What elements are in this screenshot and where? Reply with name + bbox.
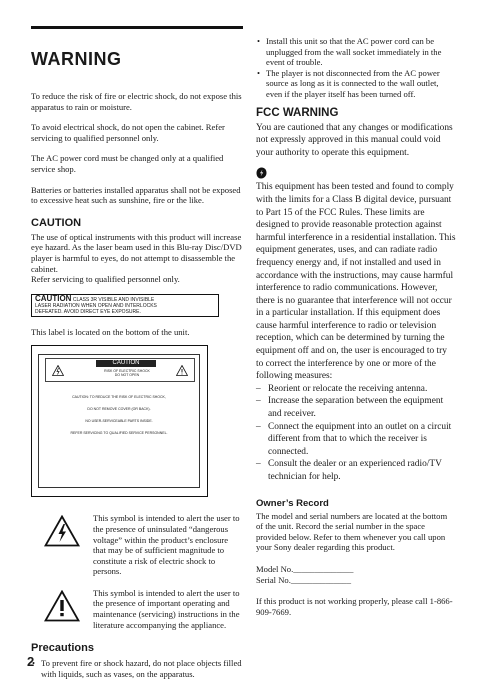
exclamation-warning-icon	[176, 365, 188, 376]
measure-item: – Reorient or relocate the receiving antenna.	[256, 383, 456, 396]
label-location-text: This label is located on the bottom of the unit.	[31, 326, 190, 337]
owners-record-heading: Owner’s Record	[256, 497, 329, 509]
laser-caution-word: CAUTION	[35, 293, 72, 303]
precautions-heading: Precautions	[31, 642, 94, 655]
precautions-list	[31, 658, 243, 679]
warning-paragraph: To avoid electrical shock, do not open the cabinet. Refer servicing to qualified personnel only.	[31, 122, 225, 143]
install-bullet: • Install this unit so that the AC power cord can be unplugged from the wall socket immediately in the event of trouble.	[256, 36, 456, 68]
install-bullet: • The player is not disconnected from the AC power source as long as it is connected to the wall outlet, even if the player itself has been turned off.	[256, 68, 456, 100]
left-column	[31, 26, 243, 679]
symbol-icon-holder	[31, 513, 93, 577]
fcc-heading: FCC WARNING	[256, 106, 339, 119]
fcc-text: You are cautioned that any changes or modifications not expressly approved in this manual could void your authority to operate this equipment.	[256, 122, 453, 158]
warning-paragraph: Batteries or batteries installed apparatus shall not be exposed to excessive heat such as sunshine, fire or the like.	[31, 184, 241, 206]
precaution-item: • To prevent fire or shock hazard, do not place objects filled with liquids, such as vases, on the apparatus.	[31, 658, 243, 679]
model-number-line: Model No.______________	[256, 563, 354, 574]
install-bullets	[256, 36, 456, 100]
lightning-warning-icon	[52, 365, 64, 376]
dangerous-voltage-icon	[44, 515, 80, 547]
symbol-icon-holder	[31, 588, 93, 630]
measure-item: – Connect the equipment into an outlet on a circuit different from that to which the receiver is connected.	[256, 421, 456, 459]
measure-item: – Increase the separation between the equipment and receiver.	[256, 395, 456, 420]
label-sub-text	[94, 369, 160, 377]
measures-list	[256, 383, 456, 484]
laser-caution-label	[31, 294, 219, 317]
warning-title: WARNING	[31, 49, 122, 69]
label-sub-line: RISK OF ELECTRIC SHOCK	[104, 369, 150, 374]
label-line: NO USER-SERVICEABLE PARTS INSIDE.	[85, 419, 153, 424]
fcc-note-icon	[256, 167, 267, 179]
symbol-instructions-text: This symbol is intended to alert the user to the presence of important operating and maintenance (servicing) instructions in the literature accompanying the appliance.	[93, 587, 240, 630]
label-lines	[45, 391, 193, 439]
serial-number-line: Serial No.______________	[256, 574, 352, 585]
laser-caution-line: DEFEATED. AVOID DIRECT EYE EXPOSURE.	[35, 308, 141, 315]
symbol-row-voltage	[31, 513, 243, 577]
measure-item: – Consult the dealer or an experienced radio/TV technician for help.	[256, 458, 456, 483]
caution-heading: CAUTION	[31, 216, 82, 229]
laser-caution-line: CLASS 3R VISIBLE AND INVISIBLE	[72, 296, 155, 303]
caution-text: The use of optical instruments with this product will increase eye hazard. As the laser beam used in this Blu-ray Disc/DVD player is harmful to eyes, do not attempt to disassemble the cabinet.	[31, 231, 242, 274]
exclamation-triangle-icon	[44, 590, 80, 622]
label-inner-frame	[38, 354, 200, 488]
compliance-text: This equipment has been tested and found to comply with the limits for a Class B digital device, pursuant to Part 15 of the FCC Rules. These limits are designed to provide reasonable protection against harmful interference in a residential installation. This equipment generates, uses, and can radiate radio frequency energy and, if not installed and used in accordance with the instructions, may cause harmful interference to radio communications. However, there is no guarantee that interference will not occur in a particular installation. If this equipment does cause harmful interference to radio or television reception, which can be determined by turning the equipment off and on, the user is encouraged to try to correct the interference by one or more of the following measures:	[256, 182, 456, 382]
warning-paragraph: The AC power cord must be changed only at a qualified service shop.	[31, 153, 224, 174]
symbol-row-instructions	[31, 588, 243, 630]
page-number: 2	[27, 654, 35, 669]
caution-text-refer: Refer servicing to qualified personnel only.	[31, 274, 180, 285]
label-line: DO NOT REMOVE COVER (OR BACK).	[87, 407, 151, 412]
rear-caution-label-image	[31, 345, 208, 497]
symbol-voltage-text: This symbol is intended to alert the user to the presence of uninsulated “dangerous voltage” within the product’s enclosure that may be of sufficient magnitude to constitute a risk of electric shock to persons.	[93, 513, 240, 577]
owners-record-text: The model and serial numbers are located at the bottom of the unit. Record the serial number in the space provided below. Refer to them whenever you call upon your Sony dealer regarding this product.	[256, 510, 448, 553]
warning-paragraph: To reduce the risk of fire or electric shock, do not expose this apparatus to rain or moisture.	[31, 91, 242, 112]
label-caution-word: CAUTION	[96, 360, 156, 367]
laser-caution-line: LASER RADIATION WHEN OPEN AND INTERLOCKS	[35, 302, 157, 309]
label-line: REFER SERVICING TO QUALIFIED SERVICE PERSONNEL.	[70, 431, 168, 436]
label-sub-line: DO NOT OPEN	[114, 373, 140, 378]
title-rule	[31, 26, 243, 29]
label-line: CAUTION: TO REDUCE THE RISK OF ELECTRIC SHOCK,	[72, 395, 166, 400]
right-column	[256, 36, 456, 617]
contact-text: If this product is not working properly, please call 1-866-909-7669.	[256, 596, 453, 617]
label-header	[45, 358, 195, 382]
